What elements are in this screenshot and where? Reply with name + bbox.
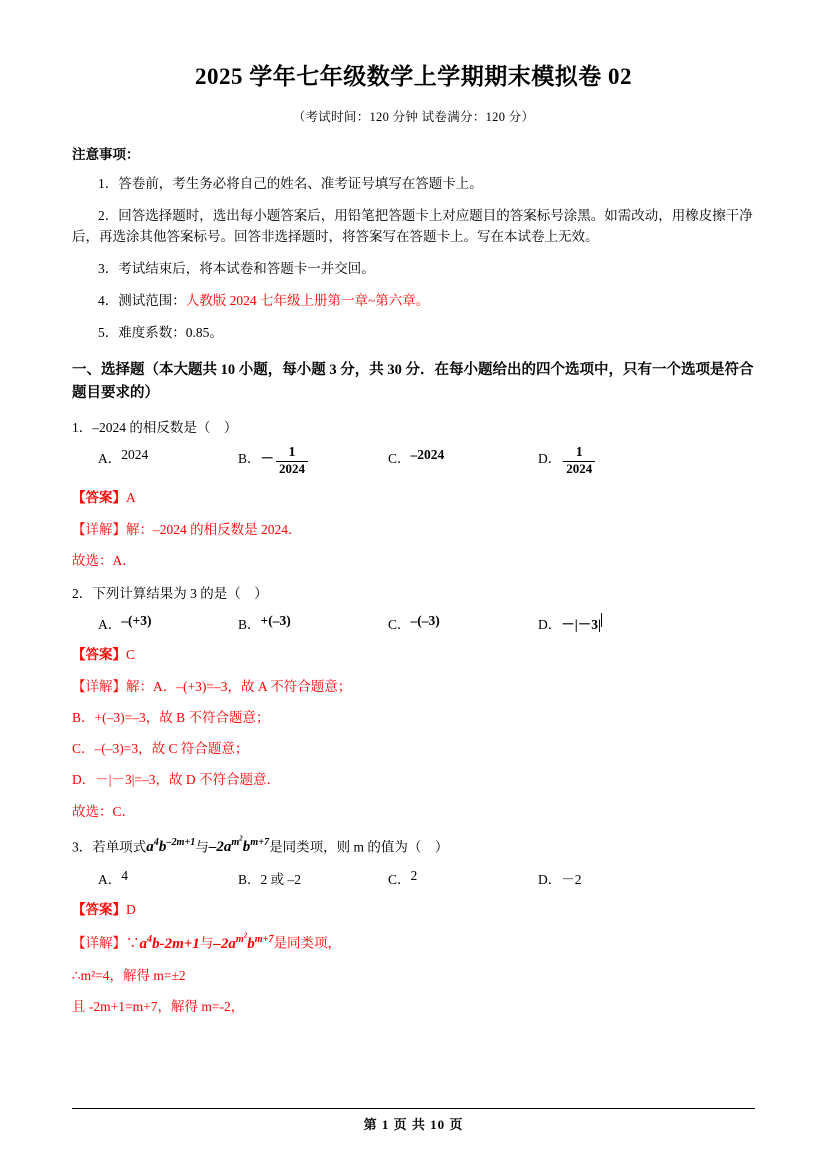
option-2-b[interactable]: [238, 613, 388, 633]
question-2-number: 2．: [72, 586, 93, 602]
option-3-d-label: D．: [538, 871, 562, 887]
notice-item-4: [72, 291, 755, 312]
question-2-explain-1: [72, 677, 755, 697]
option-1-b-numerator: 1: [276, 446, 308, 462]
question-3-explain-3: 且 -2m+1=m+7，解得 m=-2，: [72, 999, 245, 1015]
notice-range-value: 人教版 2024 七年级上册第一章~第六章。: [185, 292, 430, 308]
option-3-c[interactable]: [388, 868, 538, 888]
option-3-c-label: C．: [388, 871, 411, 887]
footer-divider: [72, 1108, 755, 1109]
question-3-options: [72, 868, 755, 888]
question-3-explain-2: ∴m²=4，解得 m=±2: [72, 968, 186, 984]
explain-mid: 与: [199, 935, 214, 951]
option-2-a-label: A．: [98, 617, 122, 633]
question-3-monomial-1: $a^4b^{-2m+1}$: [146, 837, 196, 856]
option-3-c-value: 2: [410, 867, 418, 883]
question-2-paren: ）: [254, 586, 268, 602]
option-1-b[interactable]: [238, 447, 388, 476]
exam-subtitle: （考试时间：120 分钟 试卷满分：120 分）: [292, 110, 535, 124]
question-1-text: –2024 的相反数是（: [92, 419, 211, 435]
option-3-b-label: B．: [238, 871, 261, 887]
option-2-d-label: D．: [538, 617, 562, 633]
option-2-b-label: B．: [238, 617, 261, 633]
notice-item-5: 5．难度系数：0.85。: [98, 324, 223, 340]
question-2-options: [72, 613, 755, 633]
notice-heading: 注意事项：: [72, 147, 140, 162]
question-2-stem: [72, 584, 755, 604]
option-2-a[interactable]: [98, 613, 238, 633]
question-2-explain-2: B．+(–3)=–3，故 B 不符合题意；: [72, 709, 270, 725]
option-3-a-label: A．: [98, 871, 122, 887]
question-2-answer: [72, 645, 755, 665]
question-3-paren: ）: [434, 839, 449, 855]
question-2-explain-3: C．–(–3)=3，故 C 符合题意；: [72, 741, 249, 757]
answer-value: A: [126, 490, 136, 506]
question-3-text-mid: 与: [195, 839, 209, 855]
option-1-b-fraction: [276, 446, 308, 475]
explain-monomial-2: $-2a^{m^2}b^{m+7}$: [213, 932, 274, 952]
option-1-a-label: A．: [98, 451, 122, 467]
question-1-paren: ）: [223, 419, 238, 435]
question-3-monomial-2: $-2a^{m^2}b^{m+7}$: [208, 835, 270, 856]
option-3-a[interactable]: [98, 868, 238, 888]
notice-item-1: 1．答卷前，考生务必将自己的姓名、准考证号填写在答题卡上。: [98, 176, 483, 191]
question-1-answer: [72, 488, 755, 508]
question-1-explain-1: [72, 520, 755, 540]
page-title: 2025 学年七年级数学上学期期末模拟卷 02: [195, 64, 632, 89]
question-2-explain-5: 故选：C．: [72, 803, 136, 819]
question-3-explain-1: [72, 931, 755, 955]
explain-text: 解：A．–(+3)=–3，故 A 不符合题意；: [126, 678, 352, 694]
answer-value: D: [126, 901, 136, 917]
question-3-text-post: 是同类项，则 m 的值为（: [269, 839, 422, 855]
answer-tag: 【答案】: [72, 490, 126, 506]
question-1-explain-2: 故选：A．: [72, 552, 136, 568]
option-1-c-label: C．: [388, 451, 411, 467]
option-2-c[interactable]: [388, 613, 538, 633]
option-1-b-label: B．: [238, 451, 261, 467]
text-cursor: [601, 613, 602, 627]
option-1-c[interactable]: [388, 447, 538, 467]
question-1-options: [72, 447, 755, 476]
answer-value: C: [126, 647, 136, 663]
answer-tag: 【答案】: [72, 901, 126, 917]
option-1-d-fraction: [563, 446, 595, 475]
option-1-c-value: –2024: [410, 447, 445, 463]
explain-tag: 【详解】: [72, 935, 126, 951]
option-1-d[interactable]: [538, 447, 678, 476]
question-2-explain-4: D．－|－3|=–3，故 D 不符合题意．: [72, 772, 281, 788]
page-footer: 第 1 页 共 10 页: [363, 1117, 464, 1132]
explain-because: ∵: [126, 935, 140, 951]
option-3-a-value: 4: [121, 867, 128, 883]
option-2-c-value: –(–3): [410, 613, 440, 629]
question-2-text: 下列计算结果为 3 的是（: [92, 586, 241, 602]
option-1-b-denominator: 2024: [279, 460, 306, 476]
explain-text: 解：–2024 的相反数是 2024．: [126, 521, 302, 537]
section-heading-choice: 一、选择题（本大题共 10 小题，每小题 3 分，共 30 分．在每小题给出的四个选项中，只有一个选项是符合题目要求的）: [72, 361, 754, 401]
option-1-a-value: 2024: [121, 447, 149, 463]
question-3-stem: [72, 835, 755, 859]
question-3-answer: [72, 900, 755, 920]
option-1-a[interactable]: [98, 447, 238, 467]
question-1-stem: [72, 418, 755, 438]
option-2-b-value: +(–3): [260, 613, 291, 629]
question-3-number: 3．: [72, 839, 93, 855]
option-1-d-denominator: 2024: [566, 460, 593, 476]
option-3-b-value: 2 或 –2: [260, 871, 302, 887]
notice-item-2: 2．回答选择题时，选出每小题答案后，用铅笔把答题卡上对应题目的答案标号涂黑。如需改动，用橡皮擦干净后，再选涂其他答案标号。回答非选择题时，将答案写在答题卡上。写在本试卷上无效。: [72, 207, 753, 244]
option-1-d-numerator: 1: [563, 446, 595, 462]
option-3-b[interactable]: [238, 868, 388, 888]
question-3-text-pre: 若单项式: [92, 839, 147, 855]
explain-tag: 【详解】: [72, 521, 126, 537]
option-1-d-label: D．: [538, 451, 562, 467]
option-2-d[interactable]: [538, 613, 678, 633]
notice-range-prefix: 4．测试范围：: [98, 292, 186, 308]
option-2-d-value: －|－3|: [561, 617, 601, 633]
option-2-c-label: C．: [388, 617, 411, 633]
option-2-a-value: –(+3): [121, 613, 152, 629]
option-1-b-sign: －: [260, 451, 275, 467]
option-3-d[interactable]: [538, 868, 678, 888]
explain-monomial-1: $a^4b-2m+1$: [139, 933, 200, 952]
explain-post: 是同类项，: [273, 935, 342, 951]
answer-tag: 【答案】: [72, 647, 126, 663]
question-1-number: 1．: [72, 419, 93, 435]
notice-item-3: 3．考试结束后，将本试卷和答题卡一并交回。: [98, 260, 375, 276]
option-3-d-value: －2: [561, 871, 582, 887]
explain-tag: 【详解】: [72, 678, 126, 694]
